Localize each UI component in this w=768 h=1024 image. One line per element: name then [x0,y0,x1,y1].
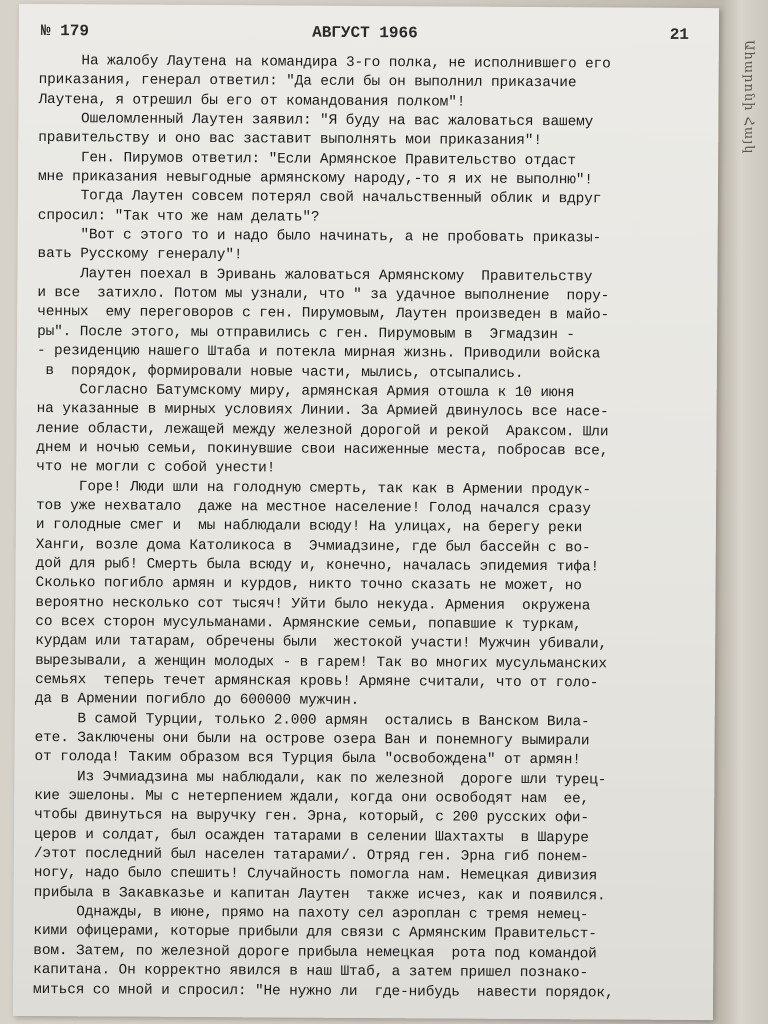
text-line: со всех сторон мусульманами. Армянские семьи, попавшие к туркам, [35,613,582,634]
text-line: Согласно Батумскому миру, армянская Армия отошла к 10 июня [36,381,575,402]
text-line: семьях теперь течет армянская кровь! Армяне считали, что от голо- [34,671,599,692]
text-line: тов уже нехватало даже на местное население! Голод начался сразу [35,497,591,518]
text-line: и голодные смег и мы наблюдали всюду! На улицах, на берегу реки [35,517,583,537]
page-number: 21 [669,25,689,44]
text-line: чтобы двинуться на выручку ген. Эрна, который, с 200 русских офи- [34,807,590,827]
text-line: приказания, генерал ответил: "Да если бы он выполнил приказачие [38,72,577,92]
text-line: Ханги, возле дома Католикоса в Эчмиадзине, где был бассейн с во- [35,536,591,556]
adjacent-page-text: Ահարոնի Հայկ [741,40,756,155]
text-line: мне приказания невыгодные армянскому народу,-то я их не выполню"! [37,169,593,189]
text-line: что не могли с собой унести! [36,459,276,477]
text-line: в порядок, формировали новые части, мылись, отсыпались. [36,362,524,382]
text-line: дой для рыб! Смерть была всюду и, конечно, началась эпидемия тифа! [35,555,600,576]
text-line: На жалобу Лаутена на командира 3-го полка, не исполнившего его [38,52,611,73]
text-line: ление области, лежащей между железной дорогой и рекой Араксом. Шли [36,420,609,441]
page-header [41,22,689,48]
text-line: Тогда Лаутен совсем потерял свой начальственный облик и вдруг [37,188,602,208]
text-line: - резиденцию нашего Штаба и потекла мирная жизнь. Приводили войска [36,343,601,363]
text-line: Ошеломленный Лаутен заявил: "Я буду на вас жаловаться вашему [38,111,594,131]
text-line: /этот последний был населен татарами/. Отряд ген. Эрна гиб понем- [33,846,589,866]
text-line: Сколько погибло армян и курдов, никто точно сказать не может, но [35,575,582,595]
text-line: на указанные в мирных условиях Линии. За Армией двинулось все насе- [36,401,609,421]
text-line: вероятно несколько сот тысяч! Уйти было некуда. Армения окружена [35,594,591,614]
text-line: вом. Затем, по железной дороге прибыла немецкая рота под командой [33,942,597,963]
text-line: Горе! Люди шли на голодную смерть, так как в Армении продук- [36,478,592,498]
text-line: Ген. Пирумов ответил: "Если Армянское Правительство отдаст [38,149,576,169]
text-line: ры". После этого, мы отправились с ген. Пирумовым в Эгмадзин - [37,323,575,344]
text-line: Лаутена, я отрешил бы его от командования полком"! [38,91,466,111]
text-line: вать Русскому генералу"! [37,246,243,264]
text-line: Из Эчмиадзина мы наблюдали, как по железной дороге шли турец- [34,768,607,789]
text-line: и все затихло. Потом мы узнали, что " за удачное выполнение пору- [37,285,610,305]
text-line: вырезывали, а женщин молодых - в гарем! Так во многих мусульманских [35,652,608,673]
text-line: прибыла в Закавказье и капитан Лаутен также исчез, как и появился. [33,884,606,905]
text-line: церов и солдат, был осажден татарами в селении Шахтахты в Шаруре [33,826,589,847]
text-line: от голода! Таким образом вся Турция была "освобождена" от армян! [34,749,581,769]
text-line: ченных ему переговоров с ген. Пирумовым, Лаутен произведен в майо- [37,304,610,324]
text-line: днем и ночью семьи, покинувшие свои насиженные места, побросав все, [36,439,609,460]
text-line: миться со мной и спросил: "Не нужно ли где-нибудь навести порядок, [33,981,614,1002]
text-line: В самой Турции, только 2.000 армян остались в Ванском Вила- [34,710,590,731]
text-line: да в Армении погибло до 600000 мужчин. [34,691,360,710]
text-line: кими офицерами, которые прибыли для связи с Армянским Правительст- [33,923,597,943]
adjacent-page-edge [722,0,768,1024]
text-line: кие эшелоны. Мы с нетерпением ждали, когда они освободят нам ее, [34,788,590,808]
text-line: правительству и оно вас заставит выполнять мои приказания"! [38,130,542,150]
text-line: ногу, надо было спешить! Случайность помогла нам. Немецкая дивизия [33,865,598,885]
article-body [33,52,715,1004]
text-line: ете. Заключены они были на острове озера Ван и понемногу вымирали [34,730,590,750]
text-line: Лаутен поехал в Эривань жаловаться Армянскому Правительству [37,265,593,286]
adjacent-page-strip [732,40,756,980]
issue-number: № 179 [40,22,90,41]
document-page [13,4,719,1020]
issue-date-title: АВГУСТ 1966 [312,23,418,43]
text-line: "Вот с этого то и надо было начинать, а не пробовать приказы- [37,227,602,247]
text-line: курдам или татарам, обречены были жестокой участи! Мужчин убивали, [35,633,608,653]
text-line: Однажды, в июне, прямо на пахоту сел аэроплан с тремя немец- [33,904,589,924]
text-line: капитана. Он корректно явился в наш Штаб, а затем пришел познако- [33,962,589,982]
text-line: спросил: "Так что же нам делать"? [37,207,320,226]
